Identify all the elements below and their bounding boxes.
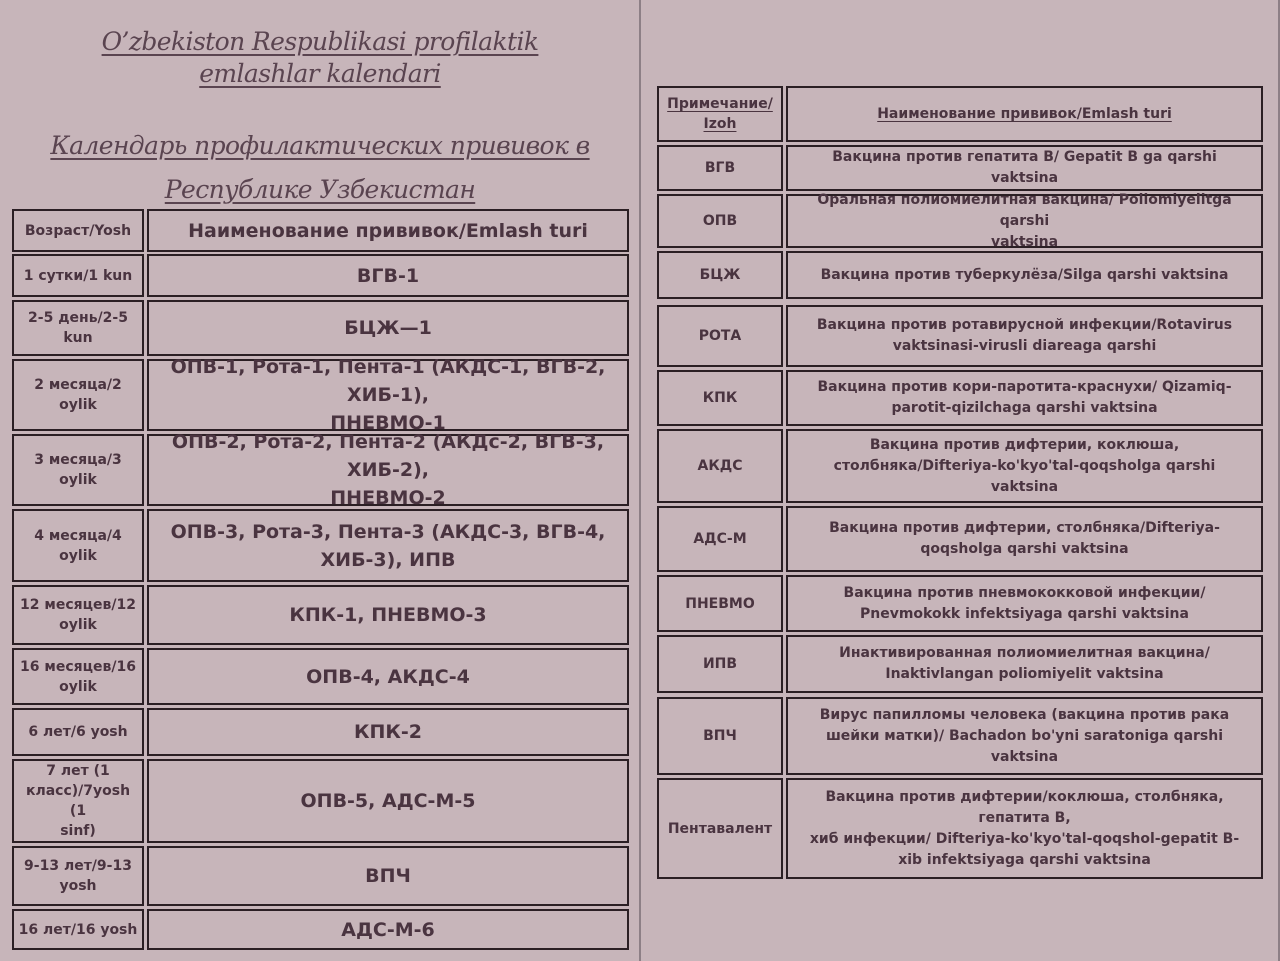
- description-cell-line: Инактивированная полиомиелитная вакцина/: [839, 645, 1210, 661]
- vaccine-cell-line: ВГВ-1: [356, 264, 420, 287]
- description-cell-text: [821, 265, 1229, 286]
- age-cell-text: [34, 450, 122, 490]
- abbr-cell: [657, 194, 783, 248]
- abbr-cell-text: [685, 594, 755, 614]
- abbr-cell-line: АКДС: [697, 458, 743, 474]
- vaccine-cell-text: [357, 262, 419, 290]
- age-cell: [12, 585, 144, 645]
- description-cell-text: [817, 315, 1232, 357]
- description-cell: [786, 191, 1263, 250]
- description-cell: [786, 778, 1263, 879]
- description-cell: [786, 429, 1263, 503]
- abbr-cell-line: ВГВ: [704, 160, 736, 176]
- age-cell: [12, 509, 144, 582]
- age-cell-text: [20, 657, 136, 697]
- vaccine-cell-line: ОПВ-3, Рота-3, Пента-3 (АКДС-3, ВГВ-4,: [170, 520, 606, 543]
- vaccine-cell-text: [365, 862, 411, 890]
- vaccine-cell-text: [153, 428, 623, 512]
- age-cell-line: класс)/7yosh (1: [25, 783, 131, 819]
- description-cell-line: Вакцина против ротавирусной инфекции/Rotavirus: [816, 317, 1233, 333]
- age-cell-line: 2 месяца/2: [34, 377, 122, 393]
- vaccine-cell: [147, 356, 629, 434]
- description-cell-line: Вакцина против гепатита В/ Gepatit B ga qarshi vaktsina: [832, 149, 1217, 186]
- vaccine-cell-line: ПНЕВМО-2: [330, 487, 446, 509]
- header-vaccine-name: [786, 86, 1263, 142]
- header-note-text: [667, 94, 773, 134]
- abbr-cell-text: [699, 326, 742, 346]
- age-cell-line: oylik: [59, 472, 97, 488]
- age-cell-line: 6 лет/6 yosh: [28, 724, 128, 740]
- header-note-line: Примечание/: [667, 96, 773, 112]
- description-cell-line: хиб инфекции/ Difteriya-ko'kyo'tal-qoqshol-gepatit B-: [809, 830, 1240, 847]
- abbr-cell: [657, 635, 783, 693]
- description-cell-line: столбняка/Difteriya-ko'kyo'tal-qoqsholga qarshi: [833, 457, 1216, 474]
- age-cell-line: 2-5 день/2-5: [28, 310, 128, 326]
- abbr-cell-line: ОПВ: [702, 213, 738, 229]
- abbr-cell-text: [705, 158, 735, 178]
- abbr-cell-line: ПНЕВМО: [685, 595, 755, 612]
- abbr-cell-line: КПК: [702, 390, 738, 406]
- age-cell-line: 7 лет (1: [46, 763, 110, 779]
- age-cell: [12, 300, 144, 356]
- title-uzbek-line: O’zbekiston Respublikasi profilaktik: [101, 27, 539, 56]
- description-cell-line: Оральная полиомиелитная вакцина/ Poliomiyelitga qarshi: [817, 191, 1232, 229]
- abbr-cell: [657, 575, 783, 632]
- vaccine-cell-text: [341, 916, 434, 944]
- age-cell-line: 4 месяца/4: [34, 527, 122, 544]
- description-cell-line: Вакцина против дифтерии, коклюша,: [869, 436, 1180, 453]
- vaccine-cell-line: ПНЕВМО-1: [330, 412, 446, 434]
- abbr-cell-line: ВПЧ: [703, 728, 737, 744]
- age-cell-line: 16 месяцев/16: [20, 658, 136, 675]
- description-cell-line: xib infektsiyaga qarshi vaktsina: [898, 851, 1151, 868]
- vaccine-cell: [147, 759, 629, 843]
- vaccine-cell-line: КПК-2: [353, 721, 423, 743]
- title-russian: [0, 124, 640, 212]
- vaccine-cell-line: ОПВ-4, АКДС-4: [306, 665, 470, 688]
- header-age: [12, 209, 144, 252]
- title-uzbek: [0, 26, 640, 90]
- vaccine-cell-text: [301, 787, 476, 815]
- vaccine-cell: [147, 708, 629, 756]
- age-cell-line: oylik: [59, 397, 97, 413]
- age-cell: [12, 648, 144, 705]
- age-cell-line: 16 лет/16 yosh: [18, 921, 138, 938]
- age-cell-text: [20, 595, 136, 635]
- abbr-cell-text: [703, 654, 737, 674]
- description-cell-line: qoqsholga qarshi vaktsina: [920, 541, 1129, 557]
- title-russian-line: Календарь профилактических прививок в: [50, 131, 590, 160]
- vaccine-cell: [147, 648, 629, 705]
- vaccine-cell-text: [171, 518, 606, 574]
- age-cell-line: kun: [63, 330, 93, 346]
- vaccine-cell-line: БЦЖ—1: [344, 317, 432, 339]
- age-cell-text: [17, 761, 139, 841]
- age-cell: [12, 909, 144, 950]
- header-vaccine-name-text: [877, 104, 1172, 124]
- abbr-cell-line: АДС-М: [693, 531, 747, 547]
- age-cell-text: [28, 308, 128, 348]
- description-cell: [786, 305, 1263, 367]
- abbr-cell: [657, 506, 783, 572]
- description-cell-text: [844, 583, 1206, 625]
- description-cell-text: [834, 435, 1216, 498]
- description-cell: [786, 506, 1263, 572]
- description-cell-text: [829, 518, 1220, 560]
- description-cell-line: гепатита В,: [978, 809, 1071, 826]
- description-cell: [786, 575, 1263, 632]
- age-cell-line: 9-13 лет/9-13: [24, 858, 132, 874]
- abbr-cell-text: [697, 456, 742, 476]
- abbr-cell: [657, 145, 783, 191]
- description-cell-text: [810, 787, 1239, 871]
- vaccine-cell-line: ОПВ-5, АДС-М-5: [300, 790, 476, 812]
- vaccine-cell-text: [344, 314, 432, 342]
- description-cell-text: [798, 147, 1251, 189]
- description-cell-text: [839, 643, 1210, 685]
- description-cell-text: [818, 377, 1232, 419]
- description-cell-line: Вакцина против пневмококковой инфекции/: [843, 584, 1206, 601]
- vaccine-cell: [147, 300, 629, 356]
- age-cell-line: sinf): [60, 823, 96, 839]
- vaccine-cell-text: [289, 601, 486, 629]
- age-cell-text: [24, 856, 132, 896]
- description-cell-line: Pnevmokokk infektsiyaga qarshi vaktsina: [860, 605, 1189, 622]
- description-cell-line: vaktsinasi-virusli diareaga qarshi: [892, 338, 1157, 354]
- description-cell: [786, 635, 1263, 693]
- abbr-cell-text: [703, 388, 738, 408]
- description-cell-line: vaktsina: [990, 478, 1059, 495]
- age-cell-line: oylik: [59, 617, 97, 633]
- description-cell-text: [820, 705, 1229, 768]
- description-cell: [786, 251, 1263, 299]
- vaccine-cell: [147, 254, 629, 297]
- age-cell-line: 3 месяца/3: [34, 452, 122, 468]
- abbr-cell-text: [700, 265, 741, 285]
- description-cell-text: [798, 190, 1251, 253]
- age-cell-line: yosh: [59, 878, 97, 894]
- vaccine-cell: [147, 509, 629, 582]
- description-cell-line: Inaktivlangan poliomiyelit vaktsina: [885, 666, 1164, 682]
- description-cell-line: parotit-qizilchaga qarshi vaktsina: [891, 400, 1158, 416]
- age-cell-text: [28, 722, 127, 742]
- header-age-text: [25, 223, 131, 239]
- age-cell: [12, 434, 144, 506]
- vaccine-cell-line: КПК-1, ПНЕВМО-3: [289, 604, 487, 626]
- vaccine-cell-text: [153, 353, 623, 437]
- abbr-cell: [657, 305, 783, 367]
- abbr-cell: [657, 370, 783, 426]
- abbr-cell: [657, 251, 783, 299]
- abbr-cell: [657, 429, 783, 503]
- description-cell: [786, 145, 1263, 191]
- abbr-cell-text: [668, 819, 772, 839]
- vaccine-cell-line: ОПВ-2, Рота-2, Пента-2 (АКДс-2, ВГВ-3, ХИБ-2),: [171, 431, 605, 481]
- vaccine-cell: [147, 431, 629, 509]
- header-note: [657, 86, 783, 142]
- header-vaccine-name-line: Наименование прививок/Emlash turi: [877, 106, 1172, 122]
- description-cell-line: vaktsina: [990, 233, 1059, 250]
- age-cell: [12, 254, 144, 297]
- description-cell-line: Вакцина против кори-паротита-краснухи/ Qizamiq-: [817, 379, 1232, 395]
- age-cell-line: 12 месяцев/12: [20, 597, 136, 613]
- header-vaccine-text: [188, 220, 588, 242]
- abbr-cell-line: ИПВ: [702, 656, 738, 672]
- age-cell-line: oylik: [59, 547, 97, 564]
- header-age-line: Возраст/Yosh: [24, 222, 132, 239]
- abbr-cell-text: [693, 529, 746, 549]
- abbr-cell: [657, 778, 783, 879]
- abbr-cell-text: [703, 726, 737, 746]
- age-cell-text: [19, 920, 138, 940]
- description-cell-line: Вакцина против туберкулёза/Silga qarshi vaktsina: [820, 266, 1229, 283]
- description-cell-line: vaktsina: [990, 748, 1059, 765]
- age-cell: [12, 708, 144, 756]
- abbr-cell-line: Пентавалент: [667, 820, 773, 837]
- age-cell: [12, 759, 144, 843]
- vaccine-cell: [147, 909, 629, 950]
- age-cell-text: [34, 526, 122, 566]
- age-cell-text: [24, 266, 132, 286]
- vaccine-cell-line: ОПВ-1, Рота-1, Пента-1 (АКДС-1, ВГВ-2, ХИБ-1),: [170, 356, 606, 406]
- abbr-cell: [657, 697, 783, 775]
- vaccine-cell-line: ХИБ-3), ИПВ: [320, 548, 456, 571]
- abbr-cell-line: РОТА: [698, 328, 742, 344]
- age-cell: [12, 359, 144, 431]
- header-vaccine: [147, 209, 629, 252]
- vaccine-cell-text: [354, 718, 422, 746]
- description-cell: [786, 697, 1263, 775]
- description-cell-line: Вакцина против дифтерии/коклюша, столбняка,: [825, 788, 1224, 805]
- vaccine-cell-line: АДС-М-6: [341, 918, 435, 941]
- age-cell-line: 1 сутки/1 kun: [23, 267, 133, 284]
- abbr-cell-text: [703, 211, 737, 231]
- description-cell-line: Вакцина против дифтерии, столбняка/Difteriya-: [829, 520, 1220, 536]
- header-note-line: Izoh: [703, 116, 737, 132]
- title-uzbek-line: emlashlar kalendari: [199, 59, 441, 88]
- description-cell-line: шейки матки)/ Bachadon bo'yni saratoniga qarshi: [825, 727, 1224, 744]
- header-vaccine-line: Наименование прививок/Emlash turi: [188, 219, 588, 242]
- vaccine-cell-text: [306, 663, 470, 691]
- description-cell-line: Вирус папилломы человека (вакцина против рака: [819, 706, 1230, 723]
- title-russian-line: Республике Узбекистан: [164, 175, 476, 204]
- age-cell-text: [34, 375, 122, 415]
- abbr-cell-line: БЦЖ: [699, 267, 741, 283]
- age-cell: [12, 846, 144, 906]
- description-cell: [786, 370, 1263, 426]
- vaccine-cell-line: ВПЧ: [365, 865, 411, 887]
- vaccine-cell: [147, 846, 629, 906]
- vaccine-cell: [147, 585, 629, 645]
- age-cell-line: oylik: [59, 678, 97, 695]
